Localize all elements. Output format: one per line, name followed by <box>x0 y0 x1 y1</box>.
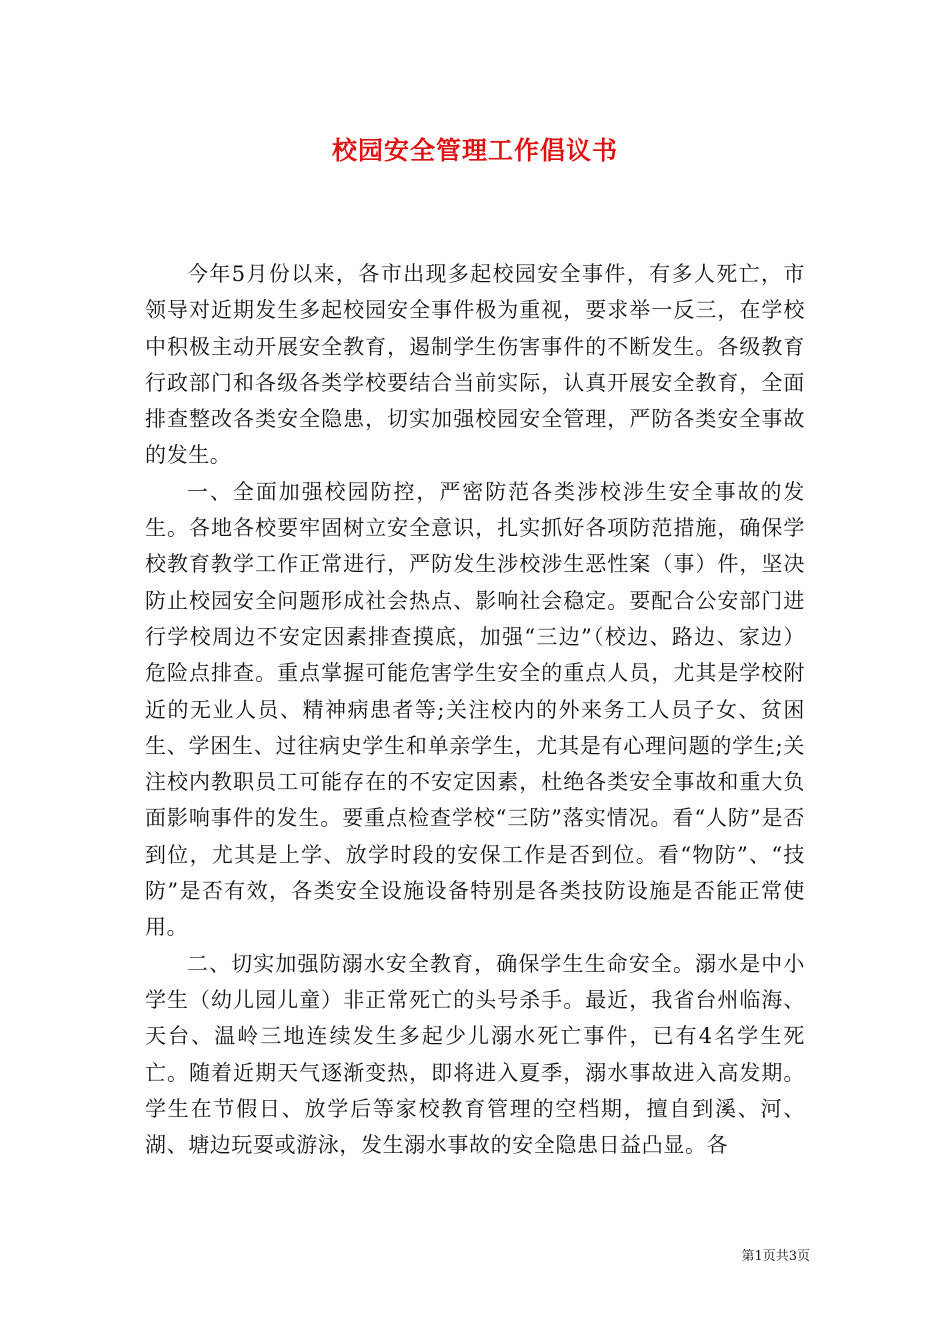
paragraph-intro: 今年5月份以来，各市出现多起校园安全事件，有多人死亡，市领导对近期发生多起校园安全事件极为重视，要求举一反三，在学校中积极主动开展安全教育，遏制学生伤害事件的不断发生。各级教育行政部门和各级各类学校要结合当前实际，认真开展安全教育，全面排查整改各类安全隐患，切实加强校园安全管理，严防各类安全事故的发生。 <box>145 262 805 468</box>
page-number: 第1页共3页 <box>741 1249 810 1264</box>
document-body <box>145 256 805 1163</box>
paragraph-section-one: 一、全面加强校园防控，严密防范各类涉校涉生安全事故的发生。各地各校要牢固树立安全意识，扎实抓好各项防范措施，确保学校教育教学工作正常进行，严防发生涉校涉生恶性案（事）件，坚决防止校园安全问题形成社会热点、影响社会稳定。要配合公安部门进行学校周边不安定因素排查摸底，加强“三边”（校边、路边、家边）危险点排查。重点掌握可能危害学生安全的重点人员，尤其是学校附近的无业人员、精神病患者等;关注校内的外来务工人员子女、贫困生、学困生、过往病史学生和单亲学生，尤其是有心理问题的学生;关注校内教职员工可能存在的不安定因素，杜绝各类安全事故和重大负面影响事件的发生。要重点检查学校“三防”落实情况。看“人防”是否到位，尤其是上学、放学时段的安保工作是否到位。看“物防”、“技防”是否有效，各类安全设施设备特别是各类技防设施是否能正常使用。 <box>145 479 805 940</box>
paragraph-section-two: 二、切实加强防溺水安全教育，确保学生生命安全。溺水是中小学生（幼儿园儿童）非正常死亡的头号杀手。最近，我省台州临海、天台、温岭三地连续发生多起少儿溺水死亡事件，已有4名学生死亡。随着近期天气逐渐变热，即将进入夏季，溺水事故进入高发期。学生在节假日、放学后等家校教育管理的空档期，擅自到溪、河、湖、塘边玩耍或游泳，发生溺水事故的安全隐患日益凸显。各 <box>145 951 805 1158</box>
document-title: 校园安全管理工作倡议书 <box>331 136 618 165</box>
